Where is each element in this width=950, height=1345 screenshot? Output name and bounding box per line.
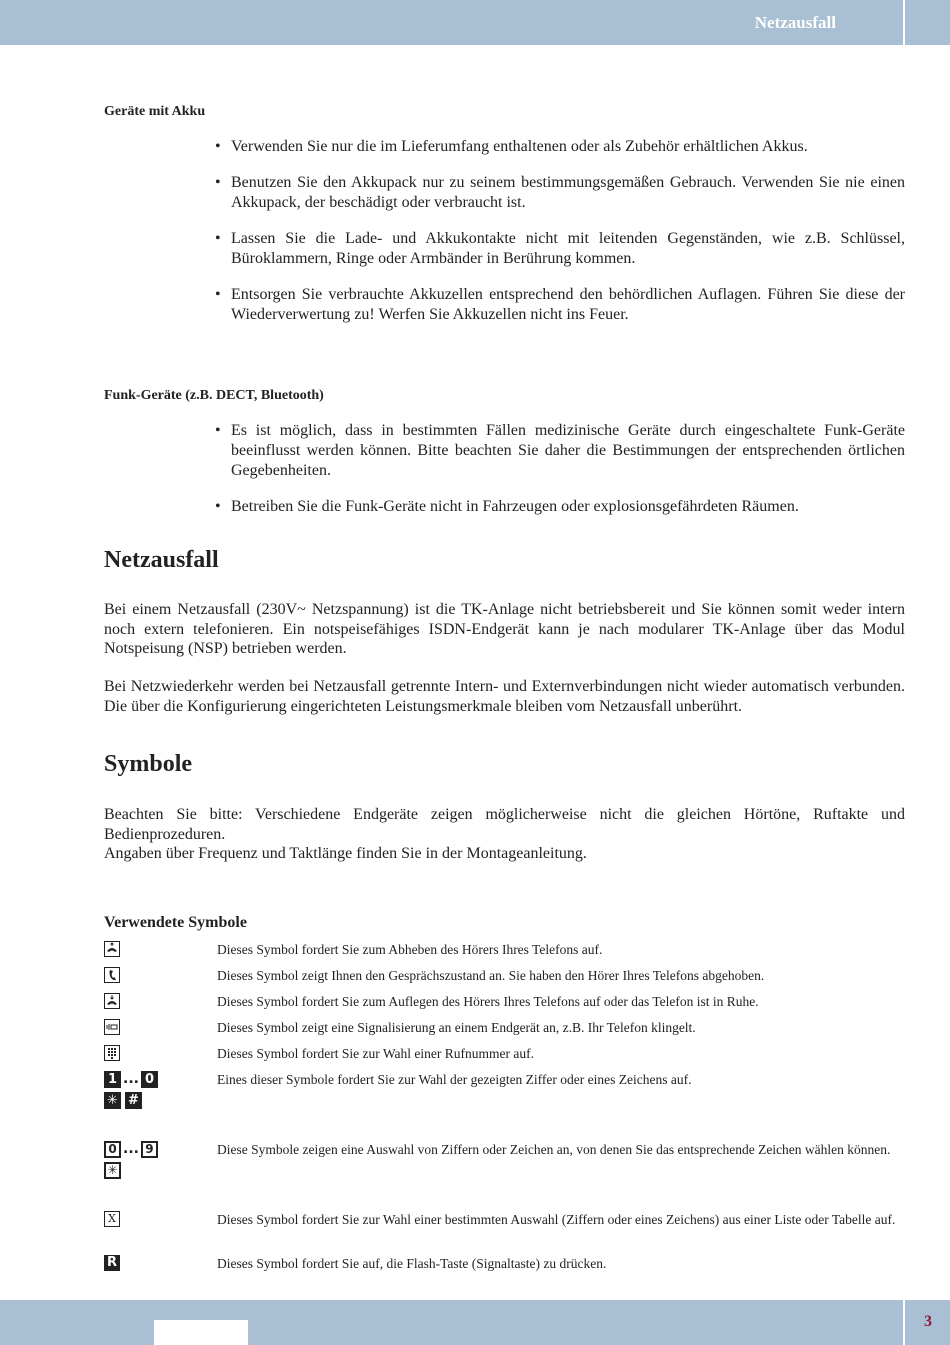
key-0-outline-icon: 0 <box>104 1141 121 1158</box>
heading-symbole: Symbole <box>104 751 193 777</box>
symbol-description: Diese Symbole zeigen eine Auswahl von Ziffern oder Zeichen an, von denen Sie das entsprechende Zeichen wählen können. <box>217 1142 891 1157</box>
list-item: • Es ist möglich, dass in bestimmten Fällen medizinische Geräte durch eingeschaltete Funk-Geräte beeinflusst werden können. Bitte beachten Sie daher die Bestimmungen der entsprechenden örtlichen Gegebenheiten. <box>215 421 905 481</box>
list-item: • Benutzen Sie den Akkupack nur zu seinem bestimmungsgemäßen Gebrauch. Verwenden Sie nie einen Akkupack, der beschädigt oder verbraucht ist. <box>215 173 905 213</box>
heading-funk: Funk-Geräte (z.B. DECT, Bluetooth) <box>104 388 324 403</box>
netzausfall-paragraph-2: Bei Netzwiederkehr werden bei Netzausfall getrennte Intern- und Externverbindungen nicht wieder automatisch verbunden. Die über die Konfigurierung eingerichteten Leistungsmerkmale bleiben vom Netzausfall unberührt. <box>104 678 905 715</box>
heading-netzausfall: Netzausfall <box>104 547 219 573</box>
flash-key-r-icon: R <box>104 1255 120 1271</box>
key-0-icon: 0 <box>141 1071 158 1088</box>
ringing-icon <box>104 1019 120 1035</box>
ellipsis: ... <box>123 1141 139 1157</box>
footer-white-block <box>154 1320 248 1345</box>
funk-bullet-list <box>215 421 905 533</box>
header-corner-block <box>905 0 950 45</box>
symbol-description: Dieses Symbol zeigt Ihnen den Gesprächszustand an. Sie haben den Hörer Ihres Telefons abgehoben. <box>217 968 765 983</box>
symbol-description: Eines dieser Symbole fordert Sie zur Wahl der gezeigten Ziffer oder eines Zeichens auf. <box>217 1072 692 1087</box>
header-bar <box>0 0 903 45</box>
symbole-intro-1: Beachten Sie bitte: Verschiedene Endgeräte zeigen möglicherweise nicht die gleichen Hörtöne, Ruftakte und Bedienprozeduren. <box>104 806 905 843</box>
running-title: Netzausfall <box>754 13 836 32</box>
handset-call-icon <box>104 967 120 983</box>
key-9-outline-icon: 9 <box>141 1141 158 1158</box>
key-star-icon: ✳ <box>104 1092 121 1109</box>
digit-keys-light-icon <box>104 1141 204 1182</box>
symbole-intro-2: Angaben über Frequenz und Taktlänge finden Sie in der Montageanleitung. <box>104 845 587 862</box>
symbol-description: Dieses Symbol fordert Sie auf, die Flash-Taste (Signaltaste) zu drücken. <box>217 1256 607 1271</box>
footer-bar <box>0 1300 903 1345</box>
symbol-description: Dieses Symbol fordert Sie zur Wahl einer Rufnummer auf. <box>217 1046 534 1061</box>
heading-akku: Geräte mit Akku <box>104 104 206 119</box>
digit-keys-dark-icon <box>104 1071 204 1112</box>
handset-lift-icon <box>104 941 120 957</box>
symbol-description: Dieses Symbol fordert Sie zum Abheben des Hörers Ihres Telefons auf. <box>217 942 603 957</box>
symbol-description: Dieses Symbol zeigt eine Signalisierung an einem Endgerät an, z.B. Ihr Telefon klingelt. <box>217 1020 696 1035</box>
selection-x-icon: X <box>104 1211 120 1227</box>
key-star-outline-icon: ✳ <box>104 1162 121 1179</box>
netzausfall-paragraph-1: Bei einem Netzausfall (230V~ Netzspannung) ist die TK-Anlage nicht betriebsbereit und Sie können somit weder intern noch extern telefonieren. Ein notspeisefähiges ISDN-Endgerät kann je nach modularer TK-Anlage über das Modul Notspeisung (NSP) betrieben werden. <box>104 601 905 657</box>
list-item: • Entsorgen Sie verbrauchte Akkuzellen entsprechend den behördlichen Auflagen. Führen Sie diese der Wiederverwertung zu! Werfen Sie Akkuzellen nicht ins Feuer. <box>215 285 905 325</box>
ellipsis: ... <box>123 1071 139 1087</box>
list-item: • Lassen Sie die Lade- und Akkukontakte nicht mit leitenden Gegenständen, wie z.B. Schlüssel, Büroklammern, Ringe oder Armbänder in Berührung kommen. <box>215 229 905 269</box>
list-item: • Betreiben Sie die Funk-Geräte nicht in Fahrzeugen oder explosionsgefährdeten Räumen. <box>215 497 905 517</box>
keypad-icon <box>104 1045 120 1061</box>
key-hash-icon: # <box>125 1092 142 1109</box>
page-number: 3 <box>924 1313 932 1330</box>
akku-bullet-list <box>215 137 905 341</box>
symbol-description: Dieses Symbol fordert Sie zum Auflegen des Hörers Ihres Telefons auf oder das Telefon ist in Ruhe. <box>217 994 759 1009</box>
list-item: • Verwenden Sie nur die im Lieferumfang enthaltenen oder als Zubehör erhältlichen Akkus. <box>215 137 905 157</box>
symbol-description: Dieses Symbol fordert Sie zur Wahl einer bestimmten Auswahl (Ziffern oder eines Zeichens) aus einer Liste oder Tabelle auf. <box>217 1212 896 1227</box>
symbols-title: Verwendete Symbole <box>104 914 247 931</box>
key-1-icon: 1 <box>104 1071 121 1088</box>
handset-hangup-icon <box>104 993 120 1009</box>
